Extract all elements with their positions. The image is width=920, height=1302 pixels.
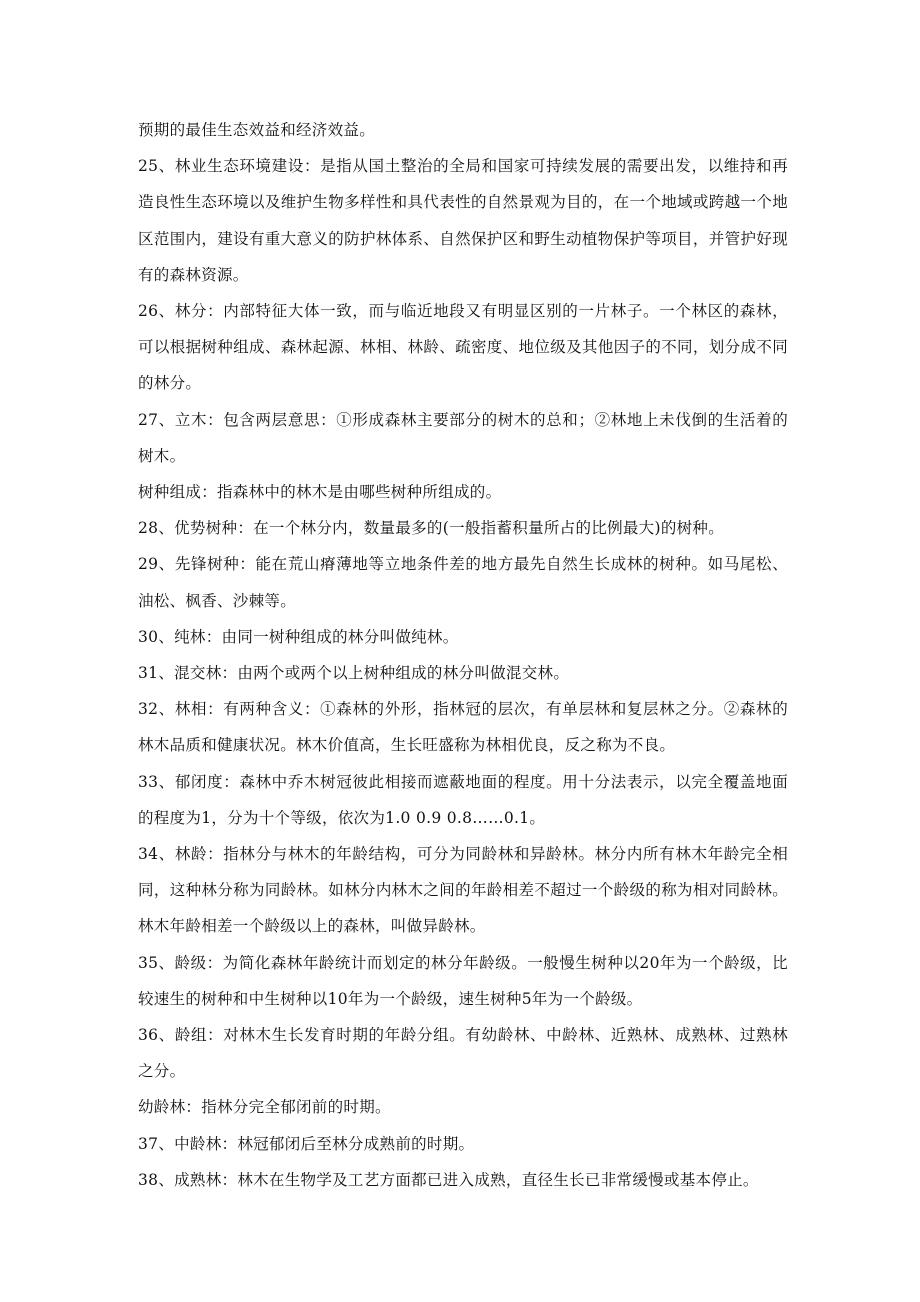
paragraph-37: 37、中龄林：林冠郁闭后至林分成熟前的时期。 [138,1134,475,1153]
paragraph-35: 35、龄级：为简化森林年龄统计而划定的林分年龄级。一般慢生树种以20年为一个龄级，比较速生的树种和中生树种以10年为一个龄级，速生树种5年为一个龄级。 [138,953,788,1008]
paragraph-27: 27、立木：包含两层意思：①形成森林主要部分的树木的总和；②林地上未伐倒的生活着的树木。 [138,410,788,465]
paragraph-31: 31、混交林：由两个或两个以上树种组成的林分叫做混交林。 [138,664,570,683]
paragraph-30: 30、纯林：由同一树种组成的林分叫做纯林。 [138,627,459,646]
paragraph-33: 33、郁闭度：森林中乔木树冠彼此相接而遮蔽地面的程度。用十分法表示，以完全覆盖地面的程度为1，分为十个等级，依次为1.0 0.9 0.8……0.1。 [138,772,788,827]
paragraph-34: 34、林龄：指林分与林木的年龄结构，可分为同龄林和异龄林。林分内所有林木年龄完全相同，这种林分称为同龄林。如林分内林木之间的年龄相差不超过一个龄级的称为相对同龄林。林木年龄相差一个龄级以上的森林，叫做异龄林。 [138,845,788,936]
paragraph-continuation: 预期的最佳生态效益和经济效益。 [138,121,376,139]
paragraph-species-composition: 树种组成：指森林中的林木是由哪些树种所组成的。 [138,483,502,502]
paragraph-29: 29、先锋树种：能在荒山瘠薄地等立地条件差的地方最先自然生长成林的树种。如马尾松、油松、枫香、沙棘等。 [138,555,788,610]
paragraph-25: 25、林业生态环境建设：是指从国土整治的全局和国家可持续发展的需要出发，以维持和再造良性生态环境以及维护生物多样性和具代表性的自然景观为目的，在一个地域或跨越一个地区范围内，建设有重大意义的防护林体系、自然保护区和野生动植物保护等项目，并管护好现有的森林资源。 [138,157,788,284]
paragraph-38: 38、成熟林：林木在生物学及工艺方面都已进入成熟，直径生长已非常缓慢或基本停止。 [138,1170,759,1189]
paragraph-26: 26、林分：内部特征大体一致，而与临近地段又有明显区别的一片林子。一个林区的森林，可以根据树种组成、森林起源、林相、林龄、疏密度、地位级及其他因子的不同，划分成不同的林分。 [138,302,788,393]
paragraph-28: 28、优势树种：在一个林分内，数量最多的(一般指蓄积量所占的比例最大)的树种。 [138,519,725,538]
paragraph-young-forest: 幼龄林：指林分完全郁闭前的时期。 [138,1098,391,1117]
paragraph-32: 32、林相：有两种含义：①森林的外形，指林冠的层次，有单层林和复层林之分。②森林的林木品质和健康状况。林木价值高，生长旺盛称为林相优良，反之称为不良。 [138,700,788,755]
paragraph-36: 36、龄组：对林木生长发育时期的年龄分组。有幼龄林、中龄林、近熟林、成熟林、过熟林之分。 [138,1026,788,1081]
document-page [138,112,788,1198]
